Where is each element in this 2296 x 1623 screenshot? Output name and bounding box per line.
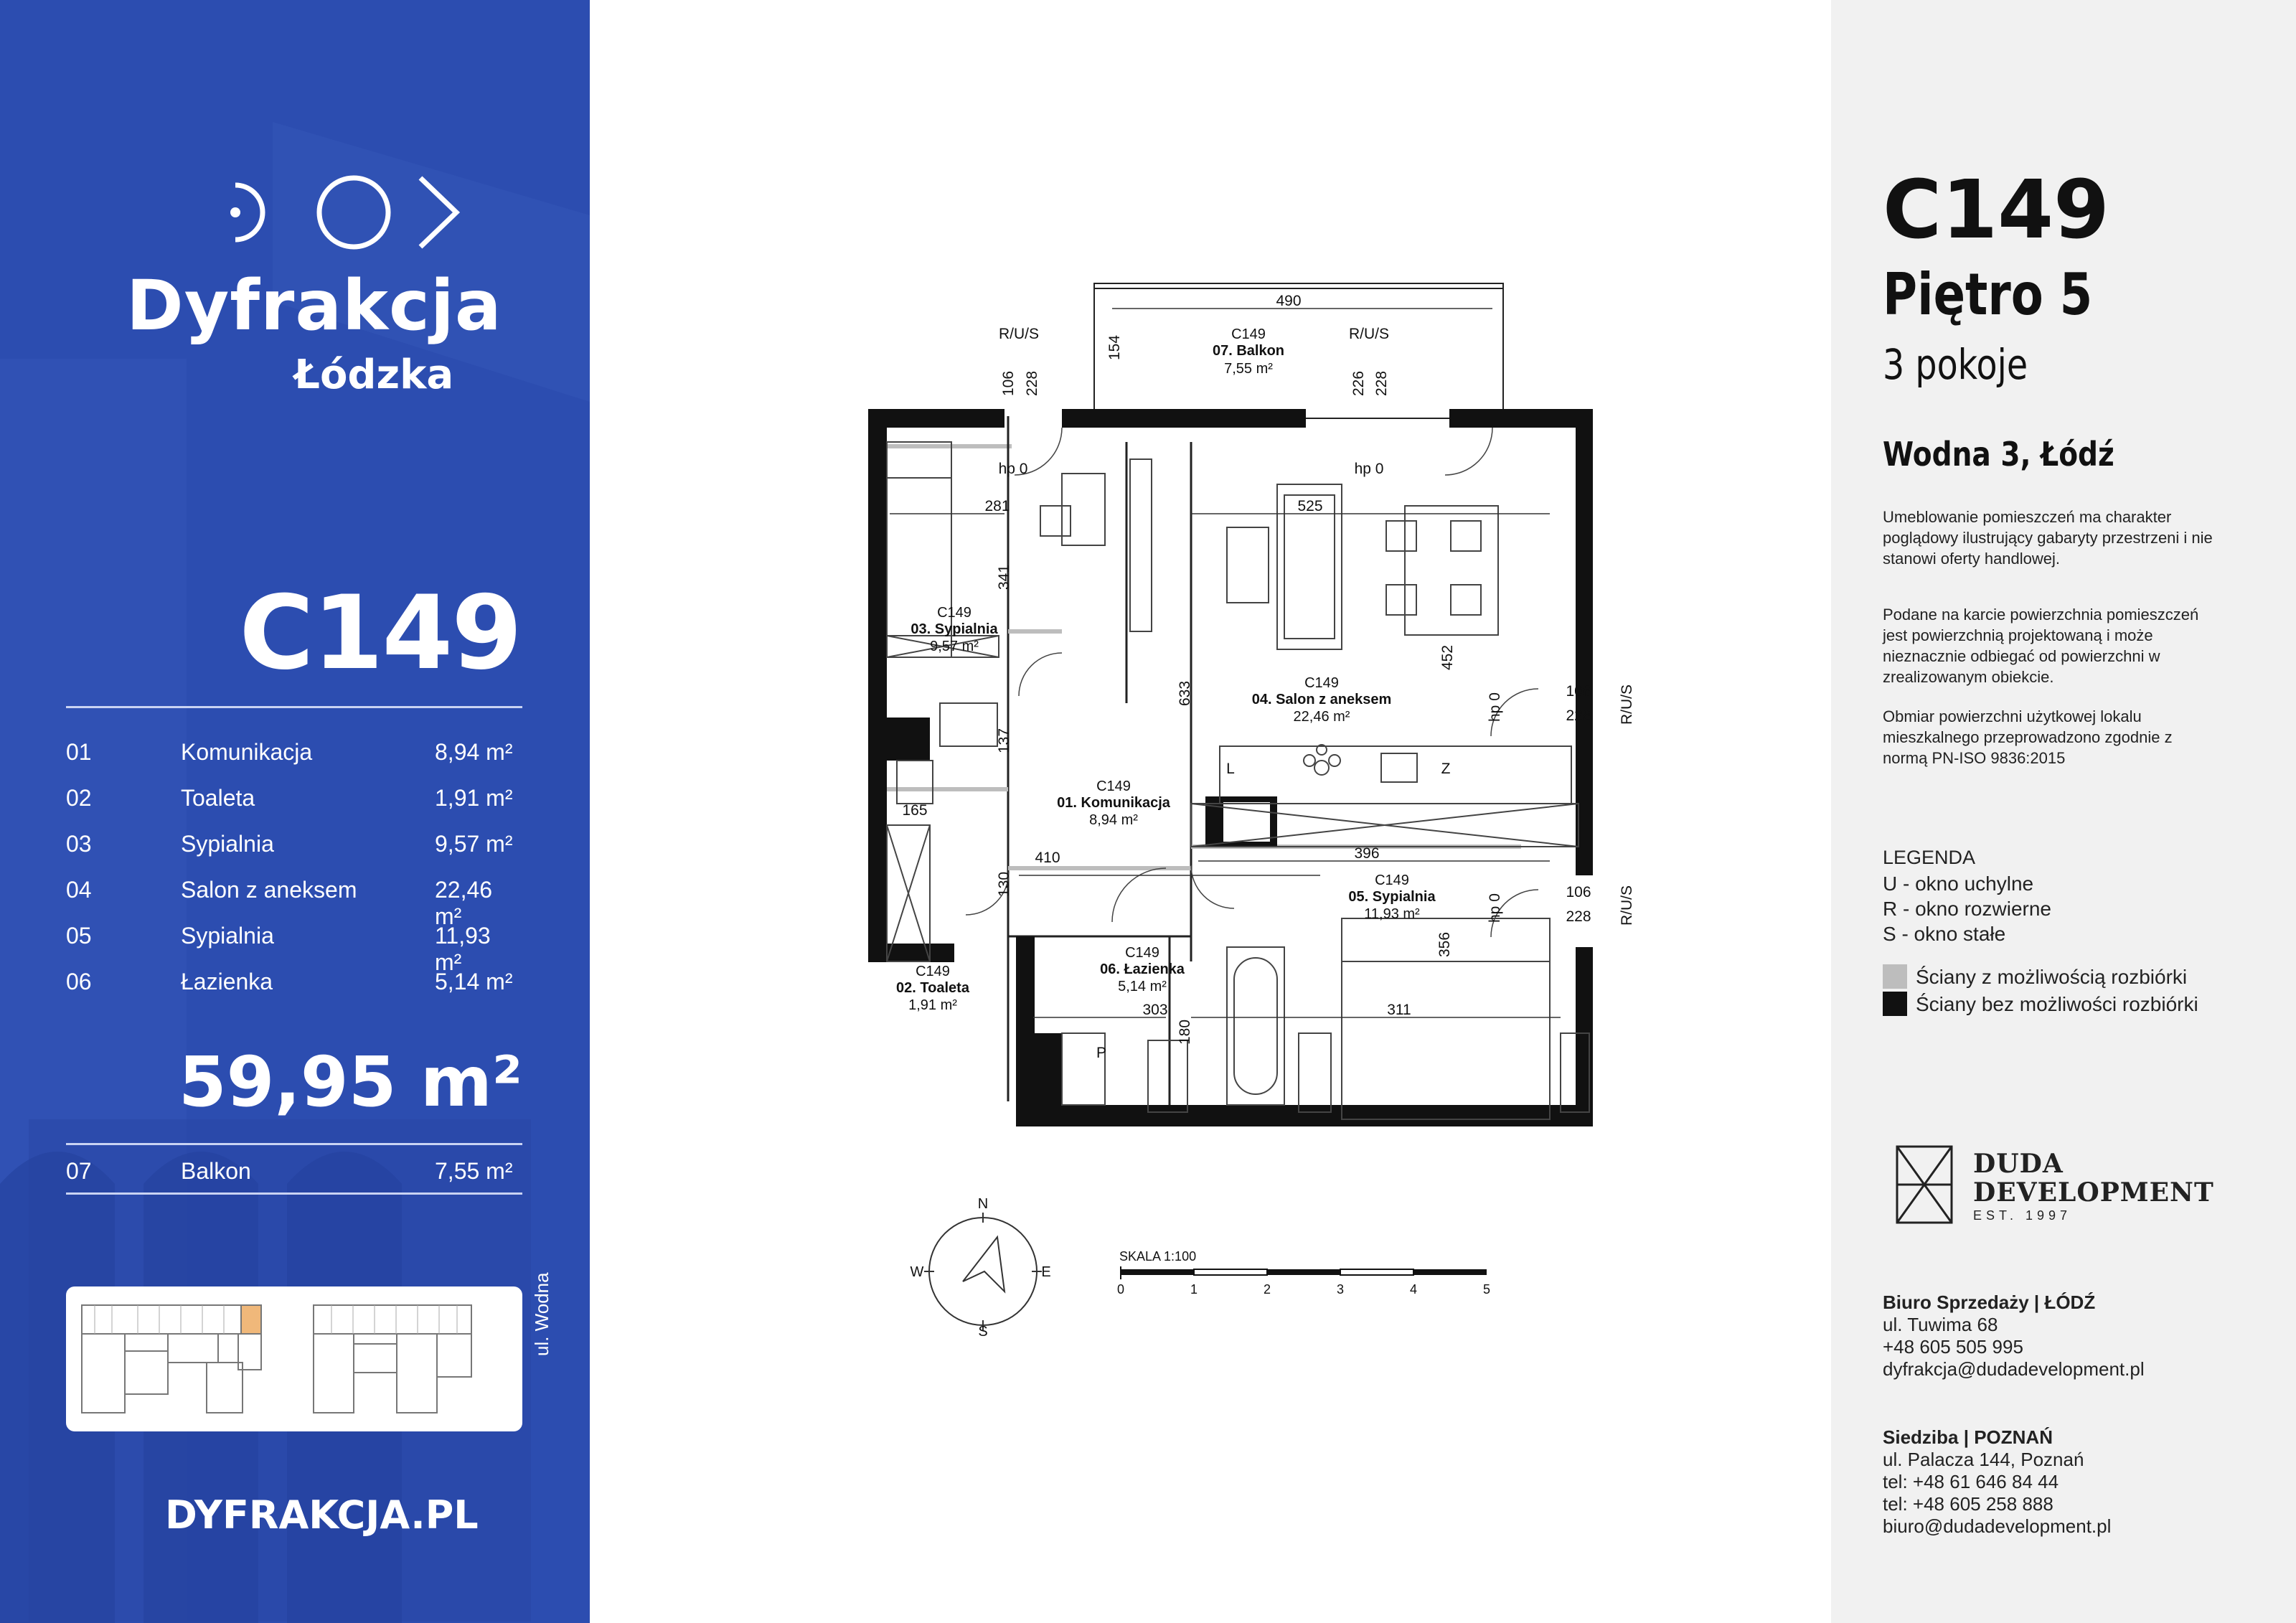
dim-label: 130 <box>996 871 1012 897</box>
legend-window-r: R - okno rozwierne <box>1883 898 2051 920</box>
plan-label-sypialnia-3: 03. Sypialnia <box>911 621 998 637</box>
dim-label: 281 <box>984 498 1010 514</box>
dim-label: 154 <box>1106 334 1123 360</box>
legend-swatch-removable <box>1883 964 1907 989</box>
room-number: 02 <box>66 785 92 811</box>
dim-label: 341 <box>996 564 1012 590</box>
appliance-label: P <box>1096 1045 1107 1061</box>
disclaimer-norm: Obmiar powierzchni użytkowej lokalu mieszkalnego przeprowadzono zgodnie z normą PN-ISO 9836:2015 <box>1883 707 2173 767</box>
room-name: Toaleta <box>181 785 255 811</box>
dim-label: 410 <box>1035 850 1060 866</box>
room-number: 03 <box>66 831 92 857</box>
plan-area-balkon: 7,55 m² <box>1224 361 1273 377</box>
window-type-tag: R/U/S <box>998 326 1040 342</box>
dim-label: 396 <box>1354 845 1380 862</box>
dyfrakcja-logo-icon <box>228 169 472 255</box>
right-info-panel <box>1831 0 2296 1623</box>
plan-room-code: C149 <box>1304 675 1339 691</box>
room-area: 1,91 m² <box>435 785 513 811</box>
website-link[interactable]: DYFRAKCJA.PL <box>165 1492 479 1538</box>
window-type-tag: R/U/S <box>1619 684 1635 725</box>
plan-label-balkon: 07. Balkon <box>1212 343 1285 359</box>
duda-development-logo-icon <box>1883 1142 1962 1228</box>
divider <box>66 706 522 708</box>
appliance-label: Z <box>1441 761 1451 777</box>
legend-swatch-permanent <box>1883 992 1907 1016</box>
window-type-tag: R/U/S <box>1348 326 1390 342</box>
dim-label: 228 <box>1566 908 1591 925</box>
scale-label: SKALA 1:100 <box>1119 1249 1197 1264</box>
legend-wall-removable: Ściany z możliwością rozbiórki <box>1916 966 2188 988</box>
window-height-tag: hp 0 <box>998 461 1028 477</box>
hq-block <box>1883 1426 2111 1538</box>
dim-label: 106 <box>1000 370 1017 396</box>
dim-label: 137 <box>996 728 1012 753</box>
room-name: Balkon <box>181 1158 251 1184</box>
legend-wall-permanent: Ściany bez możliwości rozbiórki <box>1916 993 2198 1015</box>
scale-bar <box>1105 1245 1492 1295</box>
hq-title: Siedziba | POZNAŃ <box>1883 1426 2053 1448</box>
room-number: 01 <box>66 739 92 765</box>
compass-e: E <box>1041 1264 1051 1280</box>
scale-tick: 5 <box>1482 1282 1491 1297</box>
scale-tick: 3 <box>1336 1282 1345 1297</box>
window-height-tag: hp 0 <box>1354 461 1384 477</box>
key-plan-highlight <box>241 1305 261 1334</box>
plan-area-sypialnia-3: 9,57 m² <box>930 639 979 654</box>
room-row <box>66 773 522 819</box>
room-area: 7,55 m² <box>435 1158 513 1184</box>
plan-label-salon: 04. Salon z aneksem <box>1251 692 1392 707</box>
plan-label-sypialnia-5: 05. Sypialnia <box>1348 889 1436 905</box>
divider <box>66 1143 522 1145</box>
disclaimer-area: Podane na karcie powierzchnia pomieszczeń jest powierzchnią projektowaną i może nieznacznie odbiegać od powierzchni w zrealizowanym obiekcie. <box>1883 606 2199 686</box>
window-height-tag: hp 0 <box>1487 893 1503 923</box>
room-row <box>66 819 522 865</box>
room-number: 04 <box>66 877 92 903</box>
plan-room-code: C149 <box>1375 872 1409 888</box>
plan-room-code: C149 <box>1096 778 1131 794</box>
room-number: 07 <box>66 1158 92 1184</box>
dim-label: 490 <box>1276 293 1302 309</box>
brand-name: Dyfrakcja <box>126 265 502 346</box>
developer-est: EST. 1997 <box>1973 1208 2072 1223</box>
legend-title: LEGENDA <box>1883 847 1976 868</box>
hq-phone-2[interactable]: tel: +48 605 258 888 <box>1883 1493 2053 1515</box>
floor-label: Piętro 5 <box>1883 261 2093 328</box>
compass-s: S <box>978 1324 988 1340</box>
dim-label: 303 <box>1142 1002 1168 1018</box>
plan-room-code: C149 <box>1231 326 1266 342</box>
legend-window-s: S - okno stałe <box>1883 923 2006 945</box>
unit-code: C149 <box>1883 164 2109 257</box>
room-name: Łazienka <box>181 969 273 994</box>
developer-name-line1: DUDA <box>1973 1149 2064 1179</box>
dim-label: 106 <box>1566 884 1591 900</box>
dim-label: 106 <box>1566 683 1591 700</box>
room-area: 5,14 m² <box>435 969 513 994</box>
plan-area-salon: 22,46 m² <box>1293 709 1350 725</box>
left-info-panel <box>0 0 590 1623</box>
scale-tick: 0 <box>1116 1282 1125 1297</box>
scale-tick: 4 <box>1409 1282 1418 1297</box>
unit-address: Wodna 3, Łódź <box>1883 435 2114 474</box>
hq-street: ul. Palacza 144, Poznań <box>1883 1449 2084 1470</box>
dim-label: 228 <box>1024 370 1040 396</box>
room-name: Komunikacja <box>181 739 313 765</box>
room-name: Salon z aneksem <box>181 877 357 903</box>
building-key-plan <box>66 1286 522 1431</box>
sales-office-title: Biuro Sprzedaży | ŁÓDŹ <box>1883 1292 2096 1313</box>
room-row <box>66 957 522 1003</box>
balcony-row <box>66 1147 522 1192</box>
disclaimer-furniture: Umeblowanie pomieszczeń ma charakter poglądowy ilustrujący gabaryty przestrzeni i nie stanowi oferty handlowej. <box>1883 508 2213 568</box>
dim-label: 633 <box>1177 680 1193 706</box>
plan-room-code: C149 <box>1125 945 1159 961</box>
dim-label: 228 <box>1373 370 1390 396</box>
developer-name-line2: DEVELOPMENT <box>1973 1177 2214 1208</box>
room-area: 11,93 m² <box>435 923 491 975</box>
window-type-tag: R/U/S <box>1619 885 1635 926</box>
dim-label: 180 <box>1177 1019 1193 1045</box>
scale-tick: 1 <box>1190 1282 1198 1297</box>
plan-room-code: C149 <box>916 964 950 979</box>
window-height-tag: hp 0 <box>1487 692 1503 722</box>
scale-tick: 2 <box>1263 1282 1271 1297</box>
compass-n: N <box>977 1196 989 1212</box>
room-number: 05 <box>66 923 92 949</box>
sales-office-street: ul. Tuwima 68 <box>1883 1314 1998 1335</box>
plan-area-toaleta: 1,91 m² <box>908 997 957 1013</box>
plan-label-toaleta: 02. Toaleta <box>896 980 969 996</box>
hq-email[interactable]: biuro@dudadevelopment.pl <box>1883 1515 2112 1537</box>
room-name: Sypialnia <box>181 923 274 949</box>
plan-area-sypialnia-5: 11,93 m² <box>1364 906 1420 922</box>
hq-phone-1[interactable]: tel: +48 61 646 84 44 <box>1883 1471 2059 1492</box>
room-area: 8,94 m² <box>435 739 513 765</box>
dim-label: 311 <box>1387 1002 1411 1018</box>
north-arrow-icon <box>963 1237 1004 1292</box>
dim-label: 165 <box>902 802 928 819</box>
dim-label: 452 <box>1439 644 1456 670</box>
brand-subtitle: Łódzka <box>294 352 454 398</box>
room-row <box>66 865 522 929</box>
appliance-label: L <box>1226 761 1235 777</box>
legend-window-u: U - okno uchylne <box>1883 872 2034 895</box>
plan-area-lazienka: 5,14 m² <box>1118 979 1167 994</box>
sales-office-block <box>1883 1292 2145 1380</box>
dim-label: 226 <box>1350 370 1367 396</box>
divider <box>66 1192 522 1195</box>
floor-plan-drawing <box>847 258 1635 1105</box>
room-row <box>66 728 522 773</box>
developer-name <box>1973 1149 2214 1207</box>
dim-label: 228 <box>1566 707 1591 724</box>
street-label: ul. Wodna <box>531 1272 552 1356</box>
total-area: 59,95 m² <box>178 1042 522 1122</box>
key-plan-drawing <box>66 1286 522 1431</box>
compass-w: W <box>910 1264 924 1280</box>
room-number: 06 <box>66 969 92 994</box>
room-area: 9,57 m² <box>435 831 513 857</box>
room-row <box>66 911 522 975</box>
plan-label-komunikacja: 01. Komunikacja <box>1057 795 1170 811</box>
sales-office-email[interactable]: dyfrakcja@dudadevelopment.pl <box>1883 1358 2145 1380</box>
plan-area-komunikacja: 8,94 m² <box>1089 812 1138 828</box>
sales-office-phone[interactable]: +48 605 505 995 <box>1883 1336 2023 1358</box>
plan-room-code: C149 <box>937 605 971 621</box>
unit-code-large: C149 <box>239 574 521 692</box>
dim-label: 356 <box>1436 931 1453 957</box>
compass-rose <box>904 1191 1051 1340</box>
plan-label-lazienka: 06. Łazienka <box>1100 961 1185 977</box>
dim-label: 525 <box>1297 498 1323 514</box>
room-name: Sypialnia <box>181 831 274 857</box>
room-area: 22,46 m² <box>435 877 493 929</box>
rooms-count: 3 pokoje <box>1883 340 2028 389</box>
